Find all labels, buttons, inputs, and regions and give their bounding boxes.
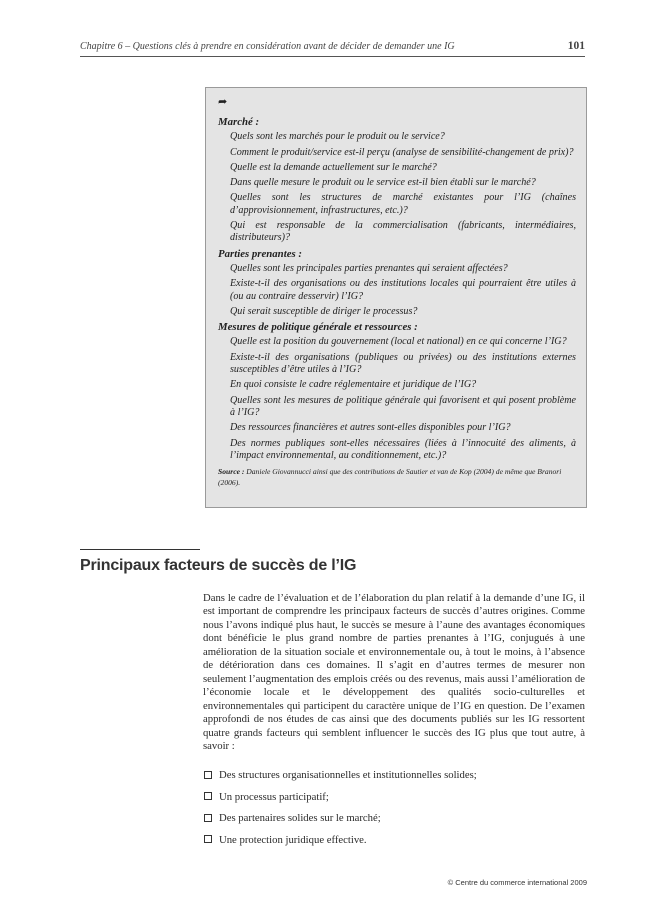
section-rule [80, 549, 200, 550]
success-factor-list [203, 769, 585, 855]
question-item: Comment le produit/service est-il perçu (analyse de sensibilité-changement de prix)? [230, 146, 574, 158]
running-header [80, 41, 585, 52]
checkbox-icon [204, 792, 212, 800]
question-item: Des ressources financières et autres sont-elles disponibles pour l’IG? [230, 422, 511, 434]
question-item: Existe-t-il des organisations ou des institutions locales qui pourraient être utiles à (ou au contraire desservir) l’IG? [230, 278, 576, 302]
question-item: Quelle est la demande actuellement sur le marché? [230, 161, 437, 173]
question-item: Dans quelle mesure le produit ou le service est-il bien établi sur le marché? [230, 177, 536, 189]
checkbox-icon [204, 835, 212, 843]
question-item: Quelles sont les mesures de politique générale qui favorisent et qui posent problème à l’IG? [230, 394, 576, 418]
list-item [203, 769, 585, 782]
arrow-icon: ➦ [218, 96, 228, 108]
box-heading-policy: Mesures de politique générale et ressources : [218, 321, 418, 334]
list-item [203, 834, 585, 847]
source-label: Source : [218, 467, 245, 477]
box-heading-market: Marché : [218, 116, 260, 128]
checkbox-icon [204, 771, 212, 779]
box-source [218, 467, 576, 488]
list-item [203, 791, 585, 804]
source-text: Daniele Giovannucci ainsi que des contributions de Sautier et van de Kop (2004) de même que Branori (2006). [218, 467, 562, 487]
box-heading-stakeholders: Parties prenantes : [218, 247, 302, 260]
question-item: En quoi consiste le cadre réglementaire et juridique de l’IG? [230, 379, 477, 391]
list-item-text: Des partenaires solides sur le marché; [219, 812, 381, 824]
list-item-text: Un processus participatif; [219, 790, 329, 803]
list-item-text: Une protection juridique effective. [219, 833, 367, 846]
question-box [205, 87, 587, 508]
question-item: Quelles sont les structures de marché existantes pour l’IG (chaînes d’approvisionnement, infrastructures, etc.)? [230, 192, 576, 216]
question-item: Qui serait susceptible de diriger le processus? [230, 305, 418, 317]
checkbox-icon [204, 814, 212, 822]
chapter-title: Chapitre 6 – Questions clés à prendre en considération avant de décider de demander une IG [80, 41, 455, 52]
question-item: Des normes publiques sont-elles nécessaires (liées à l’innocuité des aliments, à l’impact environnemental, au conditionnement, etc.)? [230, 437, 576, 461]
list-item [203, 812, 585, 825]
footer-copyright: © Centre du commerce international 2009 [447, 878, 587, 887]
question-item: Qui est responsable de la commercialisation (fabricants, intermédiaires, distributeurs)? [230, 220, 576, 244]
question-item: Quelle est la position du gouvernement (local et national) en ce qui concerne l’IG? [230, 336, 567, 348]
question-item: Existe-t-il des organisations (publiques ou privées) ou des institutions externes susceptibles d’être utiles à l’IG? [230, 351, 576, 376]
section-title: Principaux facteurs de succès de l’IG [80, 557, 357, 574]
body-paragraph: Dans le cadre de l’évaluation et de l’élaboration du plan relatif à la demande d’une IG, il est important de comprendre les principaux facteurs de succès d’autres origines. Comme nous l’avons indiqué plus haut, le succès se mesure à l’aune des avantages économiques dont bénéficie le plus grand nombre de parties prenantes à l’IG, conjugués à une amélioration de la situation sociale et environnementale ou, à tout le moins, à l’absence de détérioration dans ces domaines. Il s’agit en d’autres termes de mesurer non seulement l’augmentation des emplois créés ou des revenus, mais aussi l’amélioration de l’économie locale et le développement des qualités socio-culturelles et environnementales qui participent du caractère unique de l’IG en question. De l’examen approfondi de nos études de cas ainsi que des documents publiés sur les IG ressortent quatre grands facteurs qui semblent influencer le succès des IG plus que tout autre, à savoir : [203, 592, 585, 752]
header-rule [80, 56, 585, 57]
question-item: Quelles sont les principales parties prenantes qui seraient affectées? [230, 262, 508, 274]
page-number: 101 [567, 40, 585, 52]
question-item: Quels sont les marchés pour le produit ou le service? [230, 131, 445, 143]
list-item-text: Des structures organisationnelles et institutionnelles solides; [219, 769, 477, 781]
